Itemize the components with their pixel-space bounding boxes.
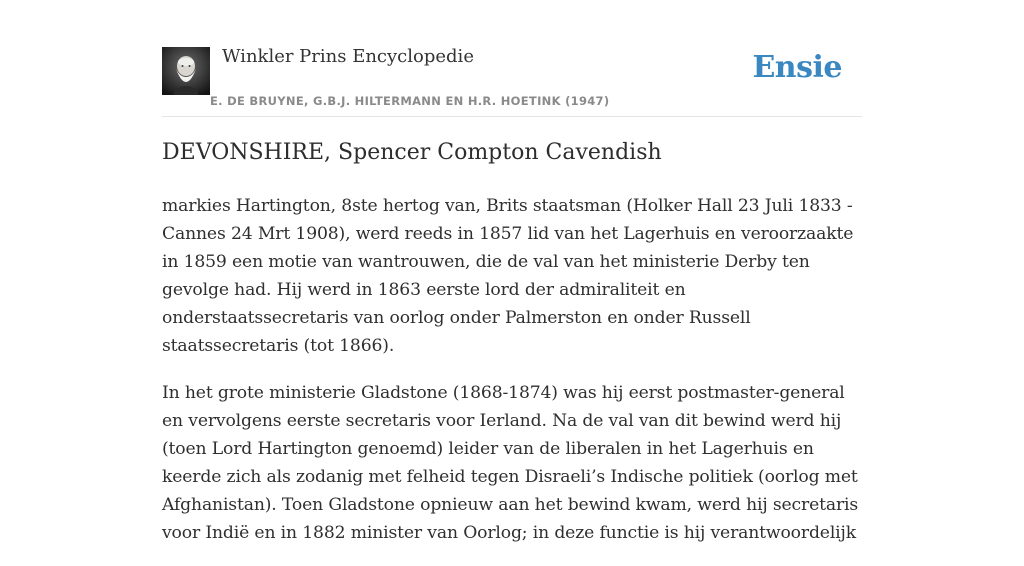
page xyxy=(162,0,862,543)
book-authors: E. DE BRUYNE, G.B.J. HILTERMANN EN H.R. HOETINK (1947) xyxy=(210,94,610,108)
entry-title: DEVONSHIRE, Spencer Compton Cavendish xyxy=(162,140,662,165)
author-portrait-icon[interactable] xyxy=(162,47,210,95)
portrait-drawing xyxy=(162,47,210,95)
entry-paragraph: In het grote ministerie Gladstone (1868-1874) was hij eerst postmaster-general en vervolgens eerste secretaris voor Ierland. Na de val van dit bewind werd hij (toen Lord Hartington genoemd) leider van de liberalen in het Lagerhuis en keerde zich als zodanig met felheid tegen Disraeli’s Indische politiek (oorlog met Afghanistan). Toen Gladstone opnieuw aan het bewind kwam, werd hij secretaris voor Indië en in 1882 minister van Oorlog; in deze functie is hij verantwoordelijk xyxy=(162,383,859,543)
book-title[interactable]: Winkler Prins Encyclopedie xyxy=(222,46,474,67)
entry-paragraph: markies Hartington, 8ste hertog van, Brits staatsman (Holker Hall 23 Juli 1833 - Cannes 24 Mrt 1908), werd reeds in 1857 lid van het Lagerhuis en veroorzaakte in 1859 een motie van wantrouwen, die de val van het ministerie Derby ten gevolge had. Hij werd in 1863 eerste lord der admiraliteit en onderstaatssecretaris van oorlog onder Palmerston en onder Russell staatssecretaris (tot 1866). xyxy=(162,196,854,356)
entry-content xyxy=(162,192,862,566)
page-header xyxy=(162,0,862,117)
ensie-logo[interactable]: Ensie xyxy=(752,50,842,85)
